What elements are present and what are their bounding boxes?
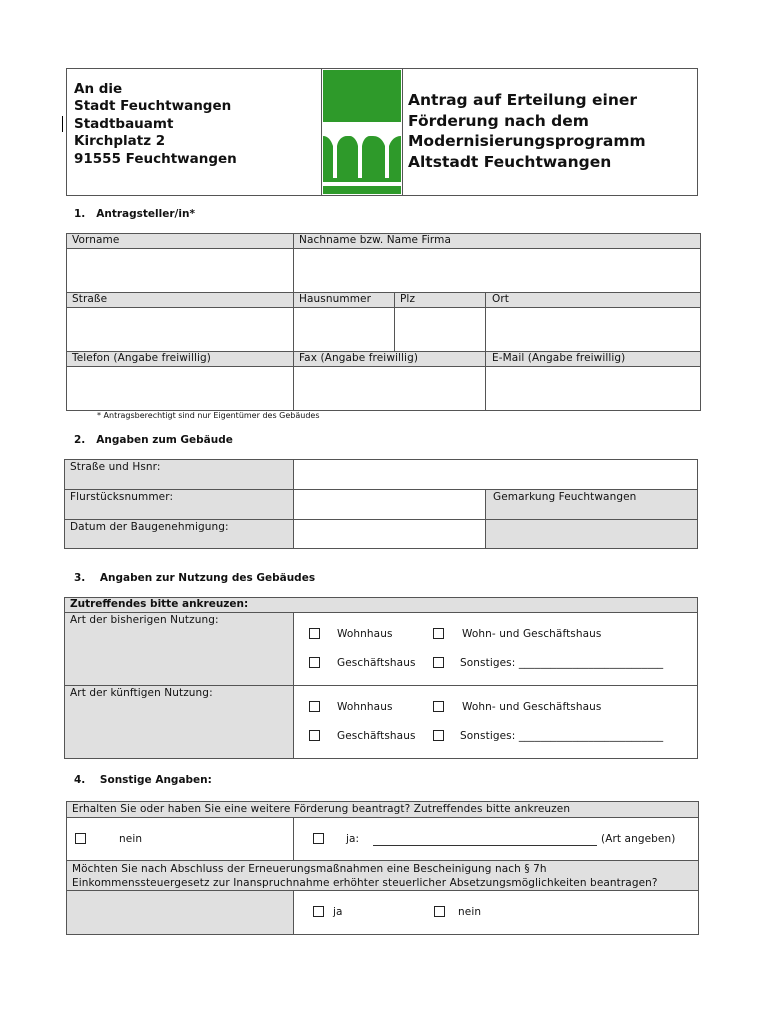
certificate-question-line: Einkommenssteuergesetz zur Inanspruchnahme erhöhter steuerlicher Absetzungsmöglichkeiten beantragen? bbox=[72, 877, 658, 889]
kuenftig-geschaeft-checkbox[interactable] bbox=[309, 730, 320, 741]
building-strasse-label: Straße und Hsnr: bbox=[70, 461, 161, 473]
nachname-field[interactable] bbox=[294, 249, 700, 292]
email-label: E-Mail (Angabe freiwillig) bbox=[492, 352, 626, 364]
flurstueck-field[interactable] bbox=[294, 490, 485, 519]
bisherig-wohnhaus-checkbox[interactable] bbox=[309, 628, 320, 639]
kuenftige-nutzung-label: Art der künftigen Nutzung: bbox=[70, 687, 213, 699]
hausnummer-field[interactable] bbox=[294, 308, 394, 351]
funding-ja-checkbox[interactable] bbox=[313, 833, 324, 844]
usage-instruction: Zutreffendes bitte ankreuzen: bbox=[70, 598, 249, 610]
kuenftig-geschaeft-label: Geschäftshaus bbox=[337, 730, 416, 742]
col-line bbox=[293, 612, 294, 759]
row-line bbox=[64, 685, 698, 686]
row-line bbox=[66, 890, 699, 891]
bisherig-wohn-geschaeft-checkbox[interactable] bbox=[433, 628, 444, 639]
ort-label: Ort bbox=[492, 293, 509, 305]
col-line bbox=[293, 890, 294, 935]
section-2-title: 2. Angaben zum Gebäude bbox=[74, 434, 233, 446]
address-line: Stadtbauamt bbox=[74, 115, 174, 132]
kuenftig-sonstiges-label[interactable]: Sonstiges: ___________________________ bbox=[460, 730, 664, 742]
row-line bbox=[66, 292, 701, 293]
text-cursor bbox=[62, 116, 63, 132]
hausnummer-label: Hausnummer bbox=[299, 293, 371, 305]
arcade-logo-icon bbox=[323, 70, 401, 194]
address-line: An die bbox=[74, 81, 123, 97]
section-4-title: 4. Sonstige Angaben: bbox=[74, 774, 212, 786]
funding-type-line[interactable] bbox=[373, 845, 597, 846]
flurstueck-label: Flurstücksnummer: bbox=[70, 491, 174, 503]
strasse-label: Straße bbox=[72, 293, 108, 305]
certificate-nein-checkbox[interactable] bbox=[434, 906, 445, 917]
label-row bbox=[67, 293, 700, 307]
kuenftig-wohn-geschaeft-checkbox[interactable] bbox=[433, 701, 444, 712]
bisherig-wohnhaus-label: Wohnhaus bbox=[337, 628, 393, 640]
baugenehmigung-label: Datum der Baugenehmigung: bbox=[70, 521, 229, 533]
funding-question: Erhalten Sie oder haben Sie eine weitere Förderung beantragt? Zutreffendes bitte ankreuzen bbox=[72, 803, 571, 815]
bisherig-sonstiges-label[interactable]: Sonstiges: ___________________________ bbox=[460, 657, 664, 669]
kuenftig-sonstiges-checkbox[interactable] bbox=[433, 730, 444, 741]
certificate-question bbox=[72, 862, 658, 890]
bisherig-sonstiges-checkbox[interactable] bbox=[433, 657, 444, 668]
address-line: 91555 Feuchtwangen bbox=[74, 150, 237, 167]
footnote: * Antragsberechtigt sind nur Eigentümer des Gebäudes bbox=[97, 411, 320, 420]
nachname-label: Nachname bzw. Name Firma bbox=[299, 234, 452, 246]
row-line bbox=[64, 612, 698, 613]
col-line bbox=[485, 489, 486, 549]
kuenftig-wohnhaus-checkbox[interactable] bbox=[309, 701, 320, 712]
bisherige-nutzung-label: Art der bisherigen Nutzung: bbox=[70, 614, 219, 626]
funding-ja-label: ja: bbox=[346, 833, 360, 845]
strasse-field[interactable] bbox=[67, 308, 293, 351]
certificate-question-line: Möchten Sie nach Abschluss der Erneuerungsmaßnahmen eine Bescheinigung nach § 7h bbox=[72, 863, 547, 875]
baugenehmigung-field[interactable] bbox=[294, 520, 485, 548]
label-cell bbox=[65, 460, 293, 548]
header-divider bbox=[402, 68, 403, 196]
section-3-title: 3. Angaben zur Nutzung des Gebäudes bbox=[74, 572, 316, 584]
bisherig-wohn-geschaeft-label: Wohn- und Geschäftshaus bbox=[462, 628, 602, 640]
col-line bbox=[293, 817, 294, 860]
row-line bbox=[66, 817, 699, 818]
recipient-address bbox=[74, 81, 237, 168]
gemarkung-label: Gemarkung Feuchtwangen bbox=[493, 491, 637, 503]
vorname-label: Vorname bbox=[72, 234, 120, 246]
title-line: Förderung nach dem bbox=[408, 111, 589, 130]
building-strasse-field[interactable] bbox=[294, 460, 697, 489]
funding-nein-label: nein bbox=[119, 833, 143, 845]
title-line: Antrag auf Erteilung einer bbox=[408, 91, 638, 109]
ort-field[interactable] bbox=[486, 308, 700, 351]
certificate-ja-checkbox[interactable] bbox=[313, 906, 324, 917]
plz-label: Plz bbox=[400, 293, 416, 305]
fax-field[interactable] bbox=[294, 367, 485, 410]
funding-nein-checkbox[interactable] bbox=[75, 833, 86, 844]
art-angeben-label: (Art angeben) bbox=[601, 833, 676, 845]
email-field[interactable] bbox=[486, 367, 700, 410]
title-line: Modernisierungsprogramm bbox=[408, 132, 646, 150]
section-1-title: 1. Antragsteller/in* bbox=[74, 208, 195, 220]
bisherig-geschaeft-checkbox[interactable] bbox=[309, 657, 320, 668]
kuenftig-wohn-geschaeft-label: Wohn- und Geschäftshaus bbox=[462, 701, 602, 713]
certificate-ja-label: ja bbox=[333, 906, 343, 918]
title-line: Altstadt Feuchtwangen bbox=[408, 152, 612, 171]
address-line: Stadt Feuchtwangen bbox=[74, 98, 232, 115]
vorname-field[interactable] bbox=[67, 249, 293, 292]
plz-field[interactable] bbox=[395, 308, 485, 351]
telefon-field[interactable] bbox=[67, 367, 293, 410]
empty-label-cell bbox=[67, 891, 293, 934]
address-line: Kirchplatz 2 bbox=[74, 133, 166, 150]
kuenftig-wohnhaus-label: Wohnhaus bbox=[337, 701, 393, 713]
form-title bbox=[408, 90, 646, 172]
certificate-nein-label: nein bbox=[458, 906, 482, 918]
telefon-label: Telefon (Angabe freiwillig) bbox=[72, 352, 211, 364]
fax-label: Fax (Angabe freiwillig) bbox=[299, 352, 419, 364]
bisherig-geschaeft-label: Geschäftshaus bbox=[337, 657, 416, 669]
header-divider bbox=[321, 68, 322, 196]
row-line bbox=[66, 860, 699, 861]
